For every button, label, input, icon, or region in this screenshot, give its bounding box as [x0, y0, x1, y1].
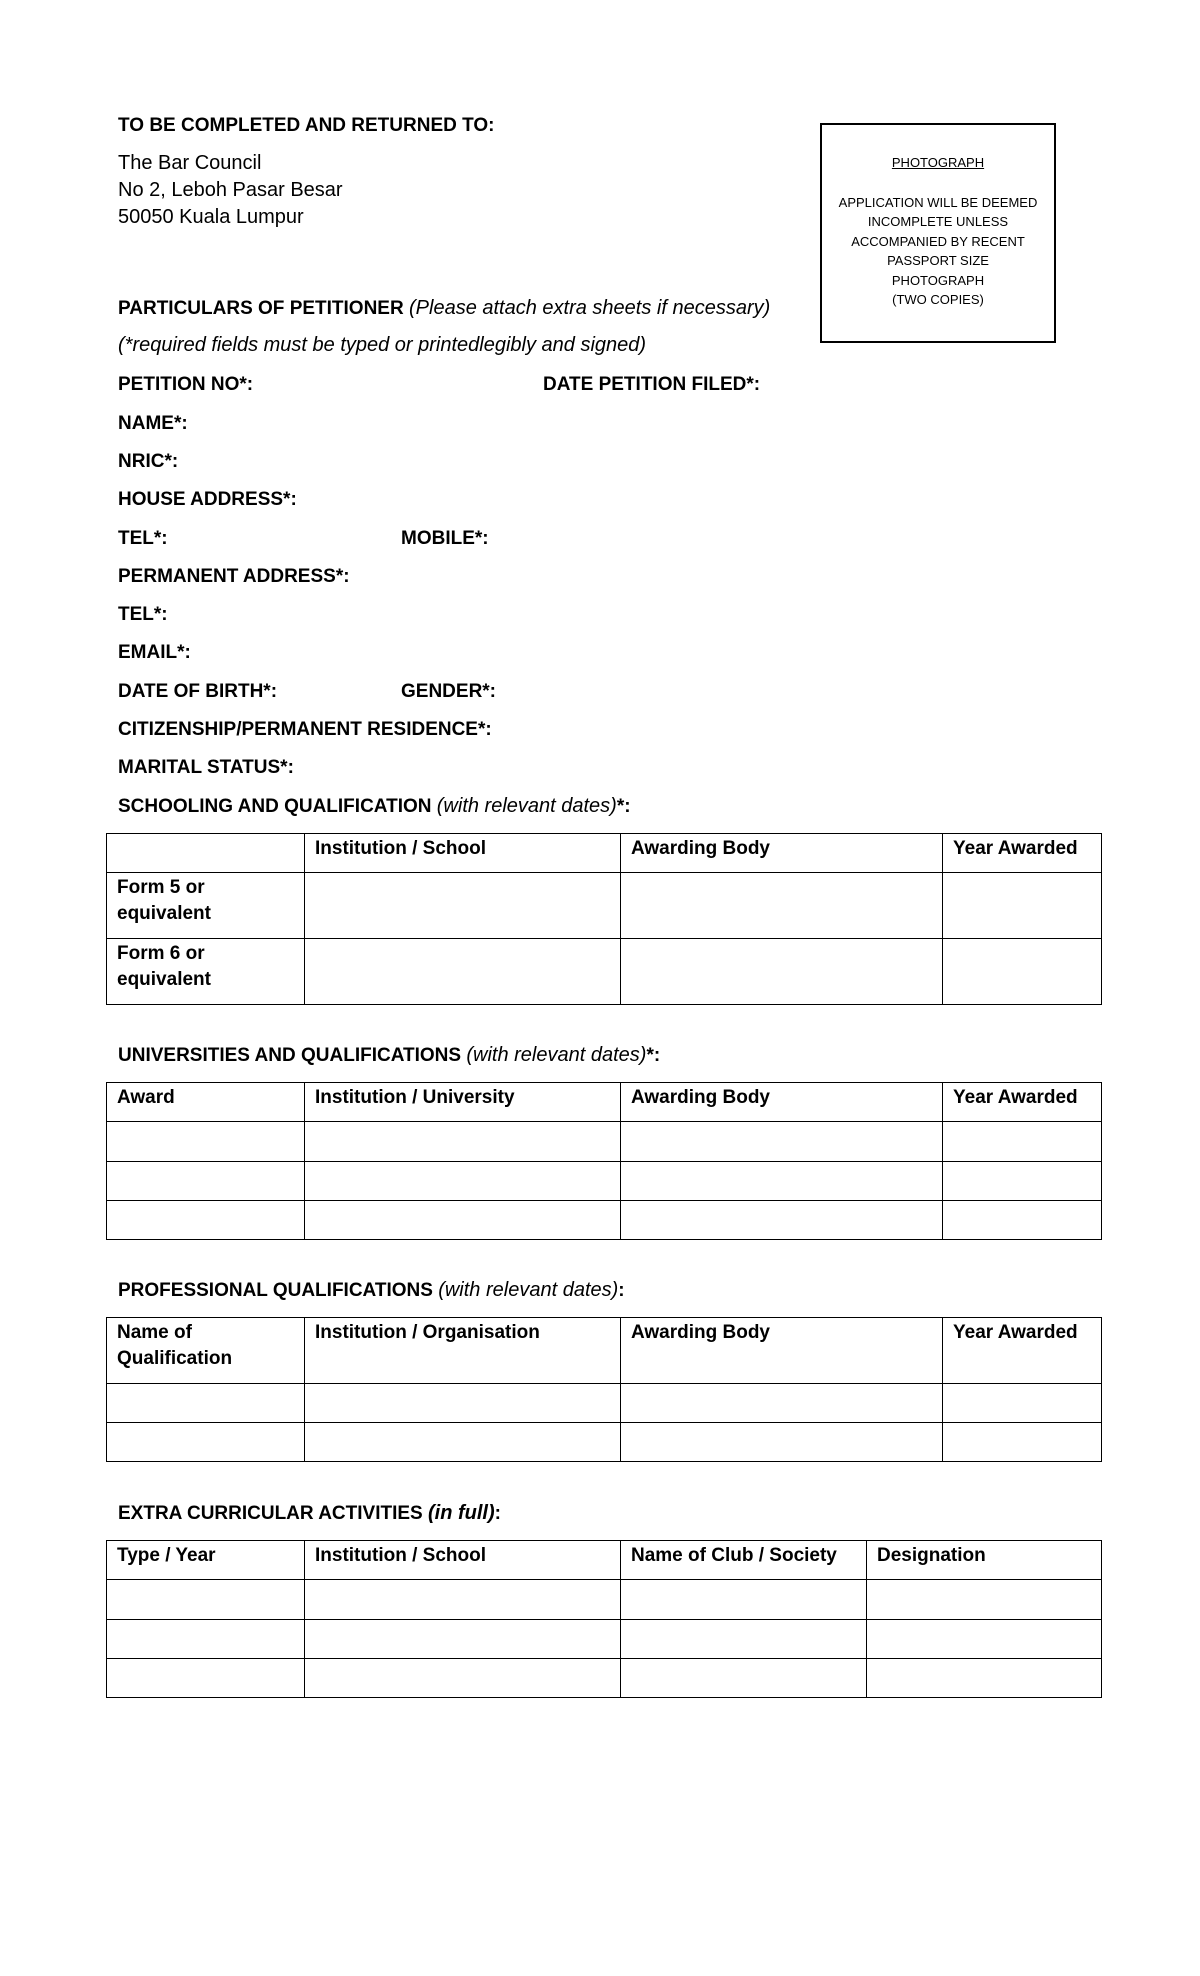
- photo-note-line: INCOMPLETE UNLESS: [867, 214, 1009, 229]
- photo-note-line: (TWO COPIES): [892, 292, 984, 307]
- photo-note-line: APPLICATION WILL BE DEEMED: [838, 194, 1038, 210]
- entry-cell[interactable]: [943, 1122, 1102, 1162]
- return-to-address: [118, 150, 343, 231]
- table-header-cell: Institution / Organisation: [305, 1318, 621, 1384]
- professional-heading-note: (with relevant dates): [438, 1279, 619, 1301]
- table-header-row: [107, 1083, 1102, 1122]
- universities-heading-text: UNIVERSITIES AND QUALIFICATIONS: [118, 1045, 462, 1066]
- entry-cell[interactable]: [107, 1620, 305, 1659]
- tel-label: TEL*:: [118, 528, 168, 549]
- entry-cell[interactable]: [943, 1162, 1102, 1201]
- entry-cell[interactable]: [621, 1423, 943, 1462]
- professional-heading-suffix: :: [618, 1280, 625, 1301]
- entry-cell[interactable]: [943, 1201, 1102, 1240]
- schooling-heading: [118, 795, 631, 818]
- row-label-cell: Form 5 or equivalent: [107, 873, 305, 939]
- entry-cell[interactable]: [305, 1580, 621, 1620]
- schooling-table: [106, 833, 1102, 1005]
- table-header-cell: Year Awarded: [943, 1318, 1102, 1384]
- table-row: [107, 1423, 1102, 1462]
- table-header-cell: Year Awarded: [943, 1083, 1102, 1122]
- extra-curricular-heading: [118, 1502, 501, 1525]
- name-label: NAME*:: [118, 413, 188, 434]
- marital-status-label: MARITAL STATUS*:: [118, 757, 294, 778]
- date-of-birth-label: DATE OF BIRTH*:: [118, 681, 278, 702]
- table-row: [107, 939, 1102, 1005]
- table-header-cell: Institution / School: [305, 834, 621, 873]
- photograph-box: [820, 123, 1056, 343]
- email-label: EMAIL*:: [118, 642, 191, 663]
- table-header-cell: Institution / University: [305, 1083, 621, 1122]
- table-header-cell: Type / Year: [107, 1541, 305, 1580]
- table-row: [107, 1620, 1102, 1659]
- table-header-cell: Designation: [867, 1541, 1102, 1580]
- entry-cell[interactable]: [107, 1580, 305, 1620]
- entry-cell[interactable]: [305, 939, 621, 1005]
- entry-cell[interactable]: [107, 1423, 305, 1462]
- photo-note-line: ACCOMPANIED BY RECENT: [851, 233, 1025, 249]
- schooling-heading-note: (with relevant dates): [436, 795, 617, 817]
- address-line: 50050 Kuala Lumpur: [118, 206, 304, 228]
- table-header-cell: Award: [107, 1083, 305, 1122]
- table-header-row: [107, 1541, 1102, 1580]
- professional-table: [106, 1317, 1102, 1462]
- entry-cell[interactable]: [305, 1201, 621, 1240]
- particulars-heading: PARTICULARS OF PETITIONER: [118, 298, 404, 319]
- permanent-address-label: PERMANENT ADDRESS*:: [118, 566, 350, 587]
- table-header-cell: Name of Club / Society: [621, 1541, 867, 1580]
- schooling-heading-suffix: *:: [616, 796, 631, 817]
- professional-heading: [118, 1279, 625, 1302]
- table-header-cell: Institution / School: [305, 1541, 621, 1580]
- entry-cell[interactable]: [621, 1201, 943, 1240]
- row-label-cell: Form 6 or equivalent: [107, 939, 305, 1005]
- photo-note-line: PHOTOGRAPH: [891, 272, 985, 288]
- photograph-title: PHOTOGRAPH: [891, 155, 985, 170]
- entry-cell[interactable]: [305, 1620, 621, 1659]
- citizenship-label: CITIZENSHIP/PERMANENT RESIDENCE*:: [118, 719, 492, 740]
- entry-cell[interactable]: [867, 1659, 1102, 1698]
- entry-cell[interactable]: [107, 1162, 305, 1201]
- table-header-cell: Name of Qualification: [107, 1318, 305, 1384]
- address-line: The Bar Council: [118, 152, 262, 174]
- universities-table: [106, 1082, 1102, 1240]
- entry-cell[interactable]: [621, 1122, 943, 1162]
- entry-cell[interactable]: [943, 873, 1102, 939]
- entry-cell[interactable]: [305, 1162, 621, 1201]
- extra-curricular-heading-text: EXTRA CURRICULAR ACTIVITIES: [118, 1503, 423, 1524]
- entry-cell[interactable]: [621, 873, 943, 939]
- universities-heading-suffix: *:: [646, 1045, 661, 1066]
- petition-no-label: PETITION NO*:: [118, 374, 254, 395]
- particulars-heading-row: [118, 297, 770, 320]
- universities-heading: [118, 1044, 660, 1067]
- table-row: [107, 1659, 1102, 1698]
- table-header-cell: Awarding Body: [621, 1318, 943, 1384]
- mobile-label: MOBILE*:: [401, 528, 489, 549]
- house-address-label: HOUSE ADDRESS*:: [118, 489, 297, 510]
- entry-cell[interactable]: [621, 1162, 943, 1201]
- table-header-cell: [107, 834, 305, 873]
- entry-cell[interactable]: [107, 1122, 305, 1162]
- entry-cell[interactable]: [943, 1423, 1102, 1462]
- entry-cell[interactable]: [621, 939, 943, 1005]
- particulars-heading-note: (Please attach extra sheets if necessary): [409, 297, 771, 319]
- entry-cell[interactable]: [621, 1384, 943, 1423]
- photo-note-line: PASSPORT SIZE: [887, 253, 989, 268]
- table-header-cell: Year Awarded: [943, 834, 1102, 873]
- return-to-heading: TO BE COMPLETED AND RETURNED TO:: [118, 115, 495, 136]
- required-fields-note: (*required fields must be typed or printedlegibly and signed): [118, 334, 647, 356]
- table-row: [107, 1201, 1102, 1240]
- date-petition-filed-label: DATE PETITION FILED*:: [543, 374, 761, 395]
- entry-cell[interactable]: [107, 1659, 305, 1698]
- table-row: [107, 873, 1102, 939]
- entry-cell[interactable]: [305, 1423, 621, 1462]
- nric-label: NRIC*:: [118, 451, 179, 472]
- table-row: [107, 1122, 1102, 1162]
- table-header-row: [107, 1318, 1102, 1384]
- entry-cell[interactable]: [867, 1580, 1102, 1620]
- entry-cell[interactable]: [107, 1201, 305, 1240]
- entry-cell[interactable]: [943, 939, 1102, 1005]
- entry-cell[interactable]: [305, 873, 621, 939]
- professional-heading-text: PROFESSIONAL QUALIFICATIONS: [118, 1280, 433, 1301]
- table-header-cell: Awarding Body: [621, 834, 943, 873]
- entry-cell[interactable]: [621, 1659, 867, 1698]
- universities-heading-note: (with relevant dates): [466, 1044, 647, 1066]
- entry-cell[interactable]: [305, 1122, 621, 1162]
- permanent-tel-label: TEL*:: [118, 604, 168, 625]
- table-header-row: [107, 834, 1102, 873]
- schooling-heading-text: SCHOOLING AND QUALIFICATION: [118, 796, 432, 817]
- table-row: [107, 1384, 1102, 1423]
- table-header-cell: Awarding Body: [621, 1083, 943, 1122]
- entry-cell[interactable]: [621, 1620, 867, 1659]
- gender-label: GENDER*:: [401, 681, 497, 702]
- extra-curricular-table: [106, 1540, 1102, 1698]
- entry-cell[interactable]: [867, 1620, 1102, 1659]
- entry-cell[interactable]: [305, 1659, 621, 1698]
- table-row: [107, 1162, 1102, 1201]
- entry-cell[interactable]: [621, 1580, 867, 1620]
- address-line: No 2, Leboh Pasar Besar: [118, 179, 343, 201]
- extra-curricular-heading-suffix: :: [494, 1503, 501, 1524]
- entry-cell[interactable]: [107, 1384, 305, 1423]
- extra-curricular-heading-note: (in full): [428, 1502, 495, 1524]
- entry-cell[interactable]: [305, 1384, 621, 1423]
- entry-cell[interactable]: [943, 1384, 1102, 1423]
- table-row: [107, 1580, 1102, 1620]
